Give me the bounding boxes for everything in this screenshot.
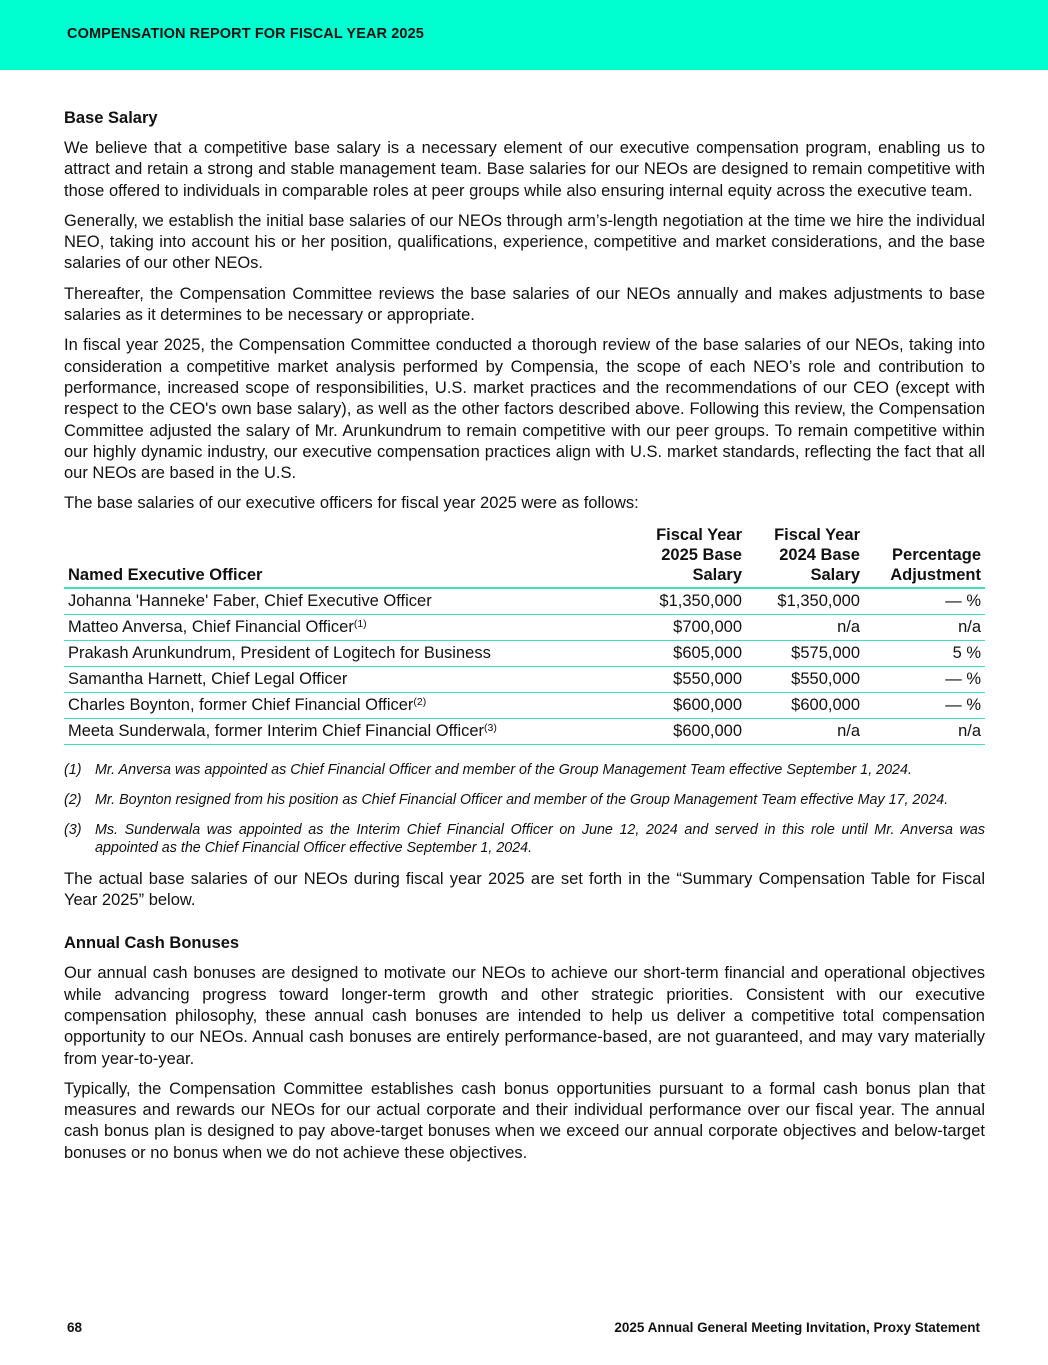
table-header-row xyxy=(64,525,985,588)
percentage-cell: 5 % xyxy=(864,640,985,666)
percentage-cell: — % xyxy=(864,666,985,692)
footnote-text: Mr. Anversa was appointed as Chief Financial Officer and member of the Group Management Team effective September 1, 2024. xyxy=(95,761,912,778)
fy2025-salary-cell: $600,000 xyxy=(634,692,746,718)
column-header-percentage xyxy=(864,525,985,588)
paragraph: Typically, the Compensation Committee establishes cash bonus opportunities pursuant to a formal cash bonus plan that measures and rewards our NEOs for our actual corporate and their individual performance over our fiscal year. The annual cash bonus plan is designed to pay above-target bonuses when we exceed our annual corporate objectives and below-target bonuses or no bonus when we do not achieve these objectives. xyxy=(64,1079,985,1162)
footnote-ref: (2) xyxy=(413,695,427,708)
footnote-text: Mr. Boynton resigned from his position as Chief Financial Officer and member of the Group Management Team effective May 17, 2024. xyxy=(95,791,949,808)
header-line: Salary xyxy=(692,565,742,584)
fy2025-salary-cell: $550,000 xyxy=(634,666,746,692)
footnotes xyxy=(64,761,985,857)
footnote xyxy=(64,821,985,857)
table-row xyxy=(64,640,985,666)
fy2025-salary-cell: $600,000 xyxy=(634,718,746,744)
fy2025-salary-cell: $605,000 xyxy=(634,640,746,666)
fy2025-salary-cell: $1,350,000 xyxy=(634,588,746,615)
officer-cell xyxy=(64,718,634,744)
footnote-mark: (3) xyxy=(64,821,82,838)
officer-cell xyxy=(64,666,634,692)
footnote-ref: (3) xyxy=(484,721,497,734)
officer-name: Samantha Harnett, Chief Legal Officer xyxy=(68,669,348,688)
officer-cell xyxy=(64,692,634,718)
officer-cell xyxy=(64,640,634,666)
footnote-ref: (1) xyxy=(353,617,367,630)
paragraph: In fiscal year 2025, the Compensation Committee conducted a thorough review of the base salaries of our NEOs, taking into consideration a competitive market analysis performed by Compensia, the scope of each NEO’s role and contribution to performance, increased scope of responsibilities, U.S. market practices and the recommendations of our CEO (except with respect to the CEO's own base salary), as well as the other factors described above. Following this review, the Compensation Committee adjusted the salary of Mr. Arunkundrum to remain competitive with our peer groups. To remain competitive within our highly dynamic industry, our executive compensation practices align with U.S. market standards, reflecting the fact that all our NEOs are based in the U.S. xyxy=(64,336,985,483)
paragraph: Our annual cash bonuses are designed to motivate our NEOs to achieve our short-term financial and operational objectives while advancing progress toward longer-term growth and other strategic priorities. Consistent with our executive compensation philosophy, these annual cash bonuses are intended to help us deliver a competitive total compensation opportunity to our NEOs. Annual cash bonuses are entirely performance-based, are not guaranteed, and may vary materially from year-to-year. xyxy=(64,964,985,1068)
page-content xyxy=(64,108,985,1173)
header-band xyxy=(0,0,1048,70)
officer-name: Matteo Anversa, Chief Financial Officer xyxy=(68,617,354,636)
header-line: Percentage xyxy=(892,545,981,564)
officer-name: Meeta Sunderwala, former Interim Chief Financial Officer xyxy=(68,721,485,740)
fy2024-salary-cell: $575,000 xyxy=(746,640,864,666)
fy2025-salary-cell: $700,000 xyxy=(634,614,746,640)
header-line: 2025 Base xyxy=(661,545,742,564)
section-heading-base-salary: Base Salary xyxy=(64,109,158,127)
officer-name: Prakash Arunkundrum, President of Logitech for Business xyxy=(68,643,491,662)
footnote xyxy=(64,791,985,809)
paragraph: The base salaries of our executive officers for fiscal year 2025 were as follows: xyxy=(64,494,639,513)
officer-cell xyxy=(64,614,634,640)
fy2024-salary-cell: $550,000 xyxy=(746,666,864,692)
table-row xyxy=(64,692,985,718)
percentage-cell: — % xyxy=(864,692,985,718)
officer-name: Johanna 'Hanneke' Faber, Chief Executive Officer xyxy=(68,591,432,610)
header-line: Salary xyxy=(810,565,860,584)
report-title: COMPENSATION REPORT FOR FISCAL YEAR 2025 xyxy=(67,26,424,42)
header-line: Adjustment xyxy=(890,565,981,584)
column-header-fy2025 xyxy=(634,525,746,588)
fy2024-salary-cell: n/a xyxy=(746,614,864,640)
footnote-text: Ms. Sunderwala was appointed as the Interim Chief Financial Officer on June 12, 2024 and served in this role until Mr. Anversa was appointed as the Chief Financial Officer effective September 1, 2024. xyxy=(95,821,985,856)
officer-name: Charles Boynton, former Chief Financial Officer xyxy=(68,695,414,714)
table-row xyxy=(64,666,985,692)
base-salary-table xyxy=(64,525,985,745)
header-line: Fiscal Year xyxy=(774,525,860,544)
page-number: 68 xyxy=(67,1320,83,1335)
fy2024-salary-cell: $1,350,000 xyxy=(746,588,864,615)
fy2024-salary-cell: $600,000 xyxy=(746,692,864,718)
section-heading-annual-cash-bonuses: Annual Cash Bonuses xyxy=(64,934,240,953)
percentage-cell: n/a xyxy=(864,718,985,744)
footnote xyxy=(64,761,985,779)
fy2024-salary-cell: n/a xyxy=(746,718,864,744)
paragraph: Generally, we establish the initial base salaries of our NEOs through arm’s-length negotiation at the time we hire the individual NEO, taking into account his or her position, qualifications, experience, competitive and market considerations, and the base salaries of our other NEOs. xyxy=(64,211,985,273)
paragraph: Thereafter, the Compensation Committee reviews the base salaries of our NEOs annually and makes adjustments to base salaries as it determines to be necessary or appropriate. xyxy=(64,284,985,325)
footnote-mark: (2) xyxy=(64,791,82,808)
table-row xyxy=(64,588,985,615)
column-header-fy2024 xyxy=(746,525,864,588)
paragraph: The actual base salaries of our NEOs during fiscal year 2025 are set forth in the “Summary Compensation Table for Fiscal Year 2025” below. xyxy=(64,869,985,910)
officer-cell xyxy=(64,588,634,615)
header-line: 2024 Base xyxy=(779,545,860,564)
table-row xyxy=(64,614,985,640)
percentage-cell: n/a xyxy=(864,614,985,640)
footnote-mark: (1) xyxy=(64,761,82,778)
table-row xyxy=(64,718,985,744)
column-header-officer: Named Executive Officer xyxy=(64,525,634,588)
paragraph: We believe that a competitive base salary is a necessary element of our executive compensation program, enabling us to attract and retain a strong and stable management team. Base salaries for our NEOs are designed to remain competitive with those offered to individuals in comparable roles at peer groups while also ensuring internal equity across the executive team. xyxy=(64,139,985,200)
percentage-cell: — % xyxy=(864,588,985,615)
document-title: 2025 Annual General Meeting Invitation, Proxy Statement xyxy=(614,1320,980,1335)
header-line: Fiscal Year xyxy=(656,525,742,544)
